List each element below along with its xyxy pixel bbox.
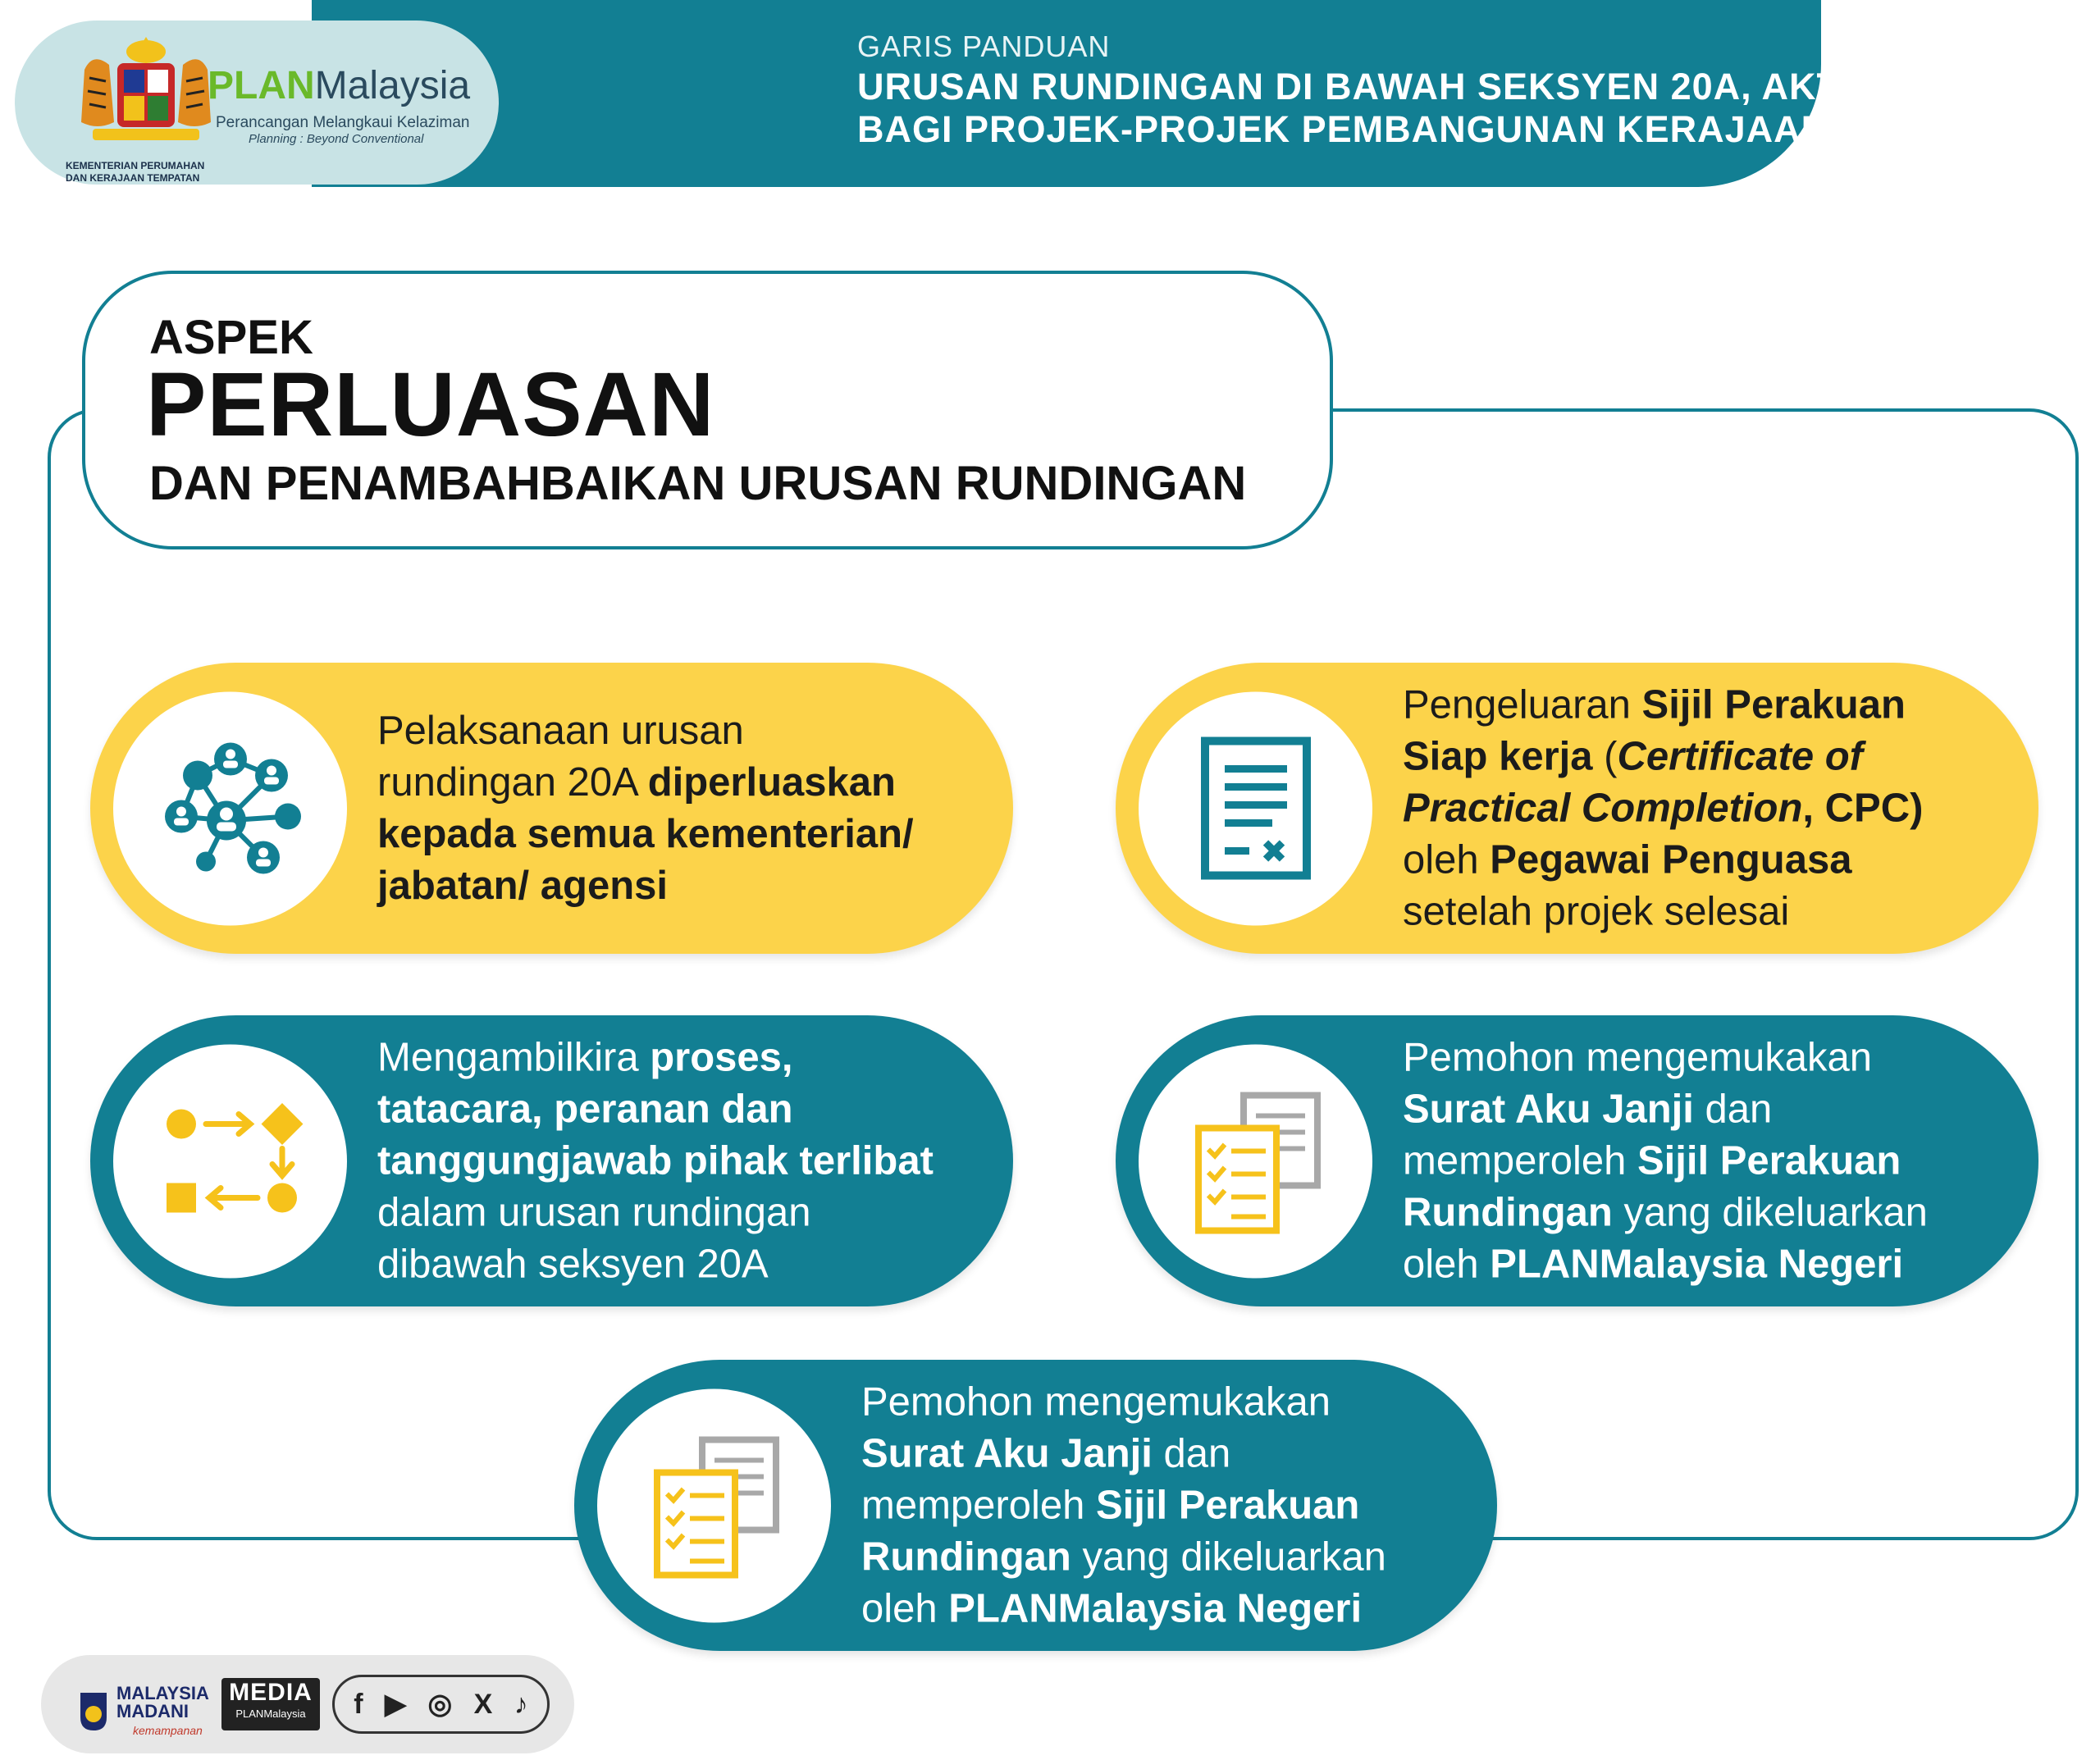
card-text-line — [377, 1238, 934, 1290]
guideline-title-line1: URUSAN RUNDINGAN DI BAWAH SEKSYEN 20A, AKTA 172 — [857, 66, 1939, 107]
card-text — [377, 1032, 934, 1290]
card-text-segment: ( — [1592, 734, 1618, 778]
card-text-line — [1403, 1135, 1928, 1187]
planmalaysia-logo-text: PLANMalaysia — [208, 64, 471, 107]
card-text-line — [861, 1428, 1386, 1480]
card-text-segment: Sijil Perakuan — [1095, 1483, 1360, 1527]
card-text-line — [377, 1032, 934, 1083]
card-text-segment: Certificate of — [1617, 734, 1863, 778]
card-text — [377, 705, 914, 912]
card-text-segment: diperluaskan — [647, 759, 896, 805]
card-text-segment: Pengeluaran — [1403, 682, 1642, 727]
card-text-line — [377, 705, 914, 757]
card-text-line — [1403, 679, 1923, 731]
card-text-segment: tanggungjawab pihak terlibat — [377, 1138, 934, 1183]
card-icon-circle — [1139, 691, 1372, 925]
aspect-label: ASPEK — [149, 311, 313, 364]
x-icon[interactable]: X — [473, 1688, 493, 1720]
header-band — [312, 0, 1939, 187]
card-text-segment: Sijil Perakuan — [1641, 682, 1906, 727]
card-undertaking-right — [1116, 1015, 2038, 1306]
card-text-segment: Surat Aku Janji — [861, 1431, 1153, 1475]
checklist-documents-icon — [1174, 1079, 1338, 1243]
card-text-line — [1403, 782, 1923, 834]
card-text-segment: Pegawai Penguasa — [1490, 837, 1852, 882]
card-text-line — [1403, 731, 1923, 782]
card-cpc — [1116, 663, 2038, 954]
card-text — [1403, 679, 1923, 937]
card-text-line — [861, 1531, 1386, 1583]
card-text-segment: Pelaksanaan urusan — [377, 708, 744, 753]
card-text-segment: rundingan 20A — [377, 759, 648, 805]
card-text-line — [377, 809, 914, 860]
card-text-segment: dalam urusan rundingan — [377, 1190, 811, 1234]
card-text-line — [1403, 1032, 1928, 1083]
coat-of-arms-icon — [60, 37, 232, 152]
footer-pill — [41, 1655, 574, 1753]
card-text-segment: , CPC) — [1802, 786, 1924, 830]
aspect-title: PERLUASAN — [146, 354, 715, 455]
card-text-segment: Siap kerja — [1403, 734, 1593, 778]
instagram-icon[interactable]: ◎ — [427, 1689, 453, 1720]
card-text-line — [861, 1376, 1386, 1428]
card-icon-circle — [113, 1044, 347, 1278]
card-text-segment: dibawah seksyen 20A — [377, 1242, 769, 1286]
madani-hand-icon — [74, 1676, 111, 1734]
card-undertaking-center — [574, 1360, 1497, 1651]
card-text-line — [1403, 1238, 1928, 1290]
card-text — [861, 1376, 1386, 1635]
card-text-line — [377, 1135, 934, 1187]
card-text-segment: oleh — [1403, 837, 1491, 882]
card-process — [90, 1015, 1013, 1306]
planmalaysia-tagline: Perancangan Melangkaui Kelaziman — [216, 114, 470, 131]
card-text-line — [377, 1187, 934, 1238]
card-text-segment: Pemohon mengemukakan — [861, 1379, 1331, 1424]
certificate-document-icon — [1174, 727, 1338, 891]
card-text-segment: yang dikeluarkan — [1071, 1534, 1386, 1579]
card-text-segment: PLANMalaysia Negeri — [948, 1586, 1363, 1630]
guideline-title — [857, 66, 2088, 151]
network-people-icon — [148, 727, 313, 891]
planmalaysia-tagline-en: Planning : Beyond Conventional — [249, 132, 424, 146]
card-text-line — [861, 1480, 1386, 1531]
logo-plate — [15, 21, 499, 185]
card-text-line — [1403, 886, 1923, 937]
card-text-line — [861, 1583, 1386, 1635]
card-text-segment: PLANMalaysia Negeri — [1490, 1242, 1904, 1286]
process-flow-icon — [148, 1079, 313, 1243]
card-text-line — [377, 1083, 934, 1135]
aspect-subtitle: DAN PENAMBAHBAIKAN URUSAN RUNDINGAN — [149, 457, 1247, 510]
guideline-title-line2: BAGI PROJEK-PROJEK PEMBANGUNAN KERAJAAN — [857, 108, 1829, 150]
facebook-icon[interactable]: f — [354, 1688, 363, 1720]
youtube-icon[interactable]: ▶ — [384, 1689, 407, 1720]
social-links — [332, 1675, 550, 1734]
card-text-segment: jabatan/ agensi — [377, 863, 669, 908]
card-icon-circle — [113, 691, 347, 925]
card-text-segment: oleh — [1403, 1242, 1491, 1286]
card-icon-circle — [597, 1388, 831, 1622]
card-text-segment: memperoleh — [861, 1483, 1096, 1527]
card-text-line — [1403, 834, 1923, 886]
card-text-segment: Practical Completion — [1403, 786, 1803, 830]
card-expansion — [90, 663, 1013, 954]
checklist-documents-icon — [632, 1424, 797, 1588]
media-planmalaysia-logo: MEDIA PLANMalaysia — [221, 1678, 320, 1730]
card-text-segment: dan — [1152, 1431, 1231, 1475]
aspect-title-box — [82, 271, 1333, 549]
ministry-name: KEMENTERIAN PERUMAHAN DAN KERAJAAN TEMPATAN — [66, 160, 205, 184]
card-text-segment: memperoleh — [1403, 1138, 1637, 1183]
card-text-line — [377, 860, 914, 912]
card-text-segment: Mengambilkira — [377, 1035, 651, 1079]
card-icon-circle — [1139, 1044, 1372, 1278]
card-text-segment: Rundingan — [861, 1534, 1071, 1579]
malaysia-madani-logo: MALAYSIA MADANI kemampanan — [74, 1676, 246, 1734]
card-text-segment: proses, — [650, 1035, 793, 1079]
card-text-segment: dan — [1693, 1087, 1773, 1131]
card-text-segment: Pemohon mengemukakan — [1403, 1035, 1873, 1079]
card-text-segment: oleh — [861, 1586, 949, 1630]
card-text-segment: kepada semua kementerian/ — [377, 811, 914, 856]
tiktok-icon[interactable]: ♪ — [514, 1688, 528, 1720]
card-text-segment: Sijil Perakuan — [1637, 1138, 1901, 1183]
card-text-line — [377, 757, 914, 809]
card-text-segment: Rundingan — [1403, 1190, 1613, 1234]
card-text-segment: setelah projek selesai — [1403, 889, 1790, 933]
card-text — [1403, 1032, 1928, 1290]
card-text-line — [1403, 1083, 1928, 1135]
card-text-line — [1403, 1187, 1928, 1238]
card-text-segment: Surat Aku Janji — [1403, 1087, 1694, 1131]
guideline-label: GARIS PANDUAN — [857, 30, 1111, 63]
card-text-segment: yang dikeluarkan — [1612, 1190, 1928, 1234]
card-text-segment: tatacara, peranan dan — [377, 1087, 793, 1131]
